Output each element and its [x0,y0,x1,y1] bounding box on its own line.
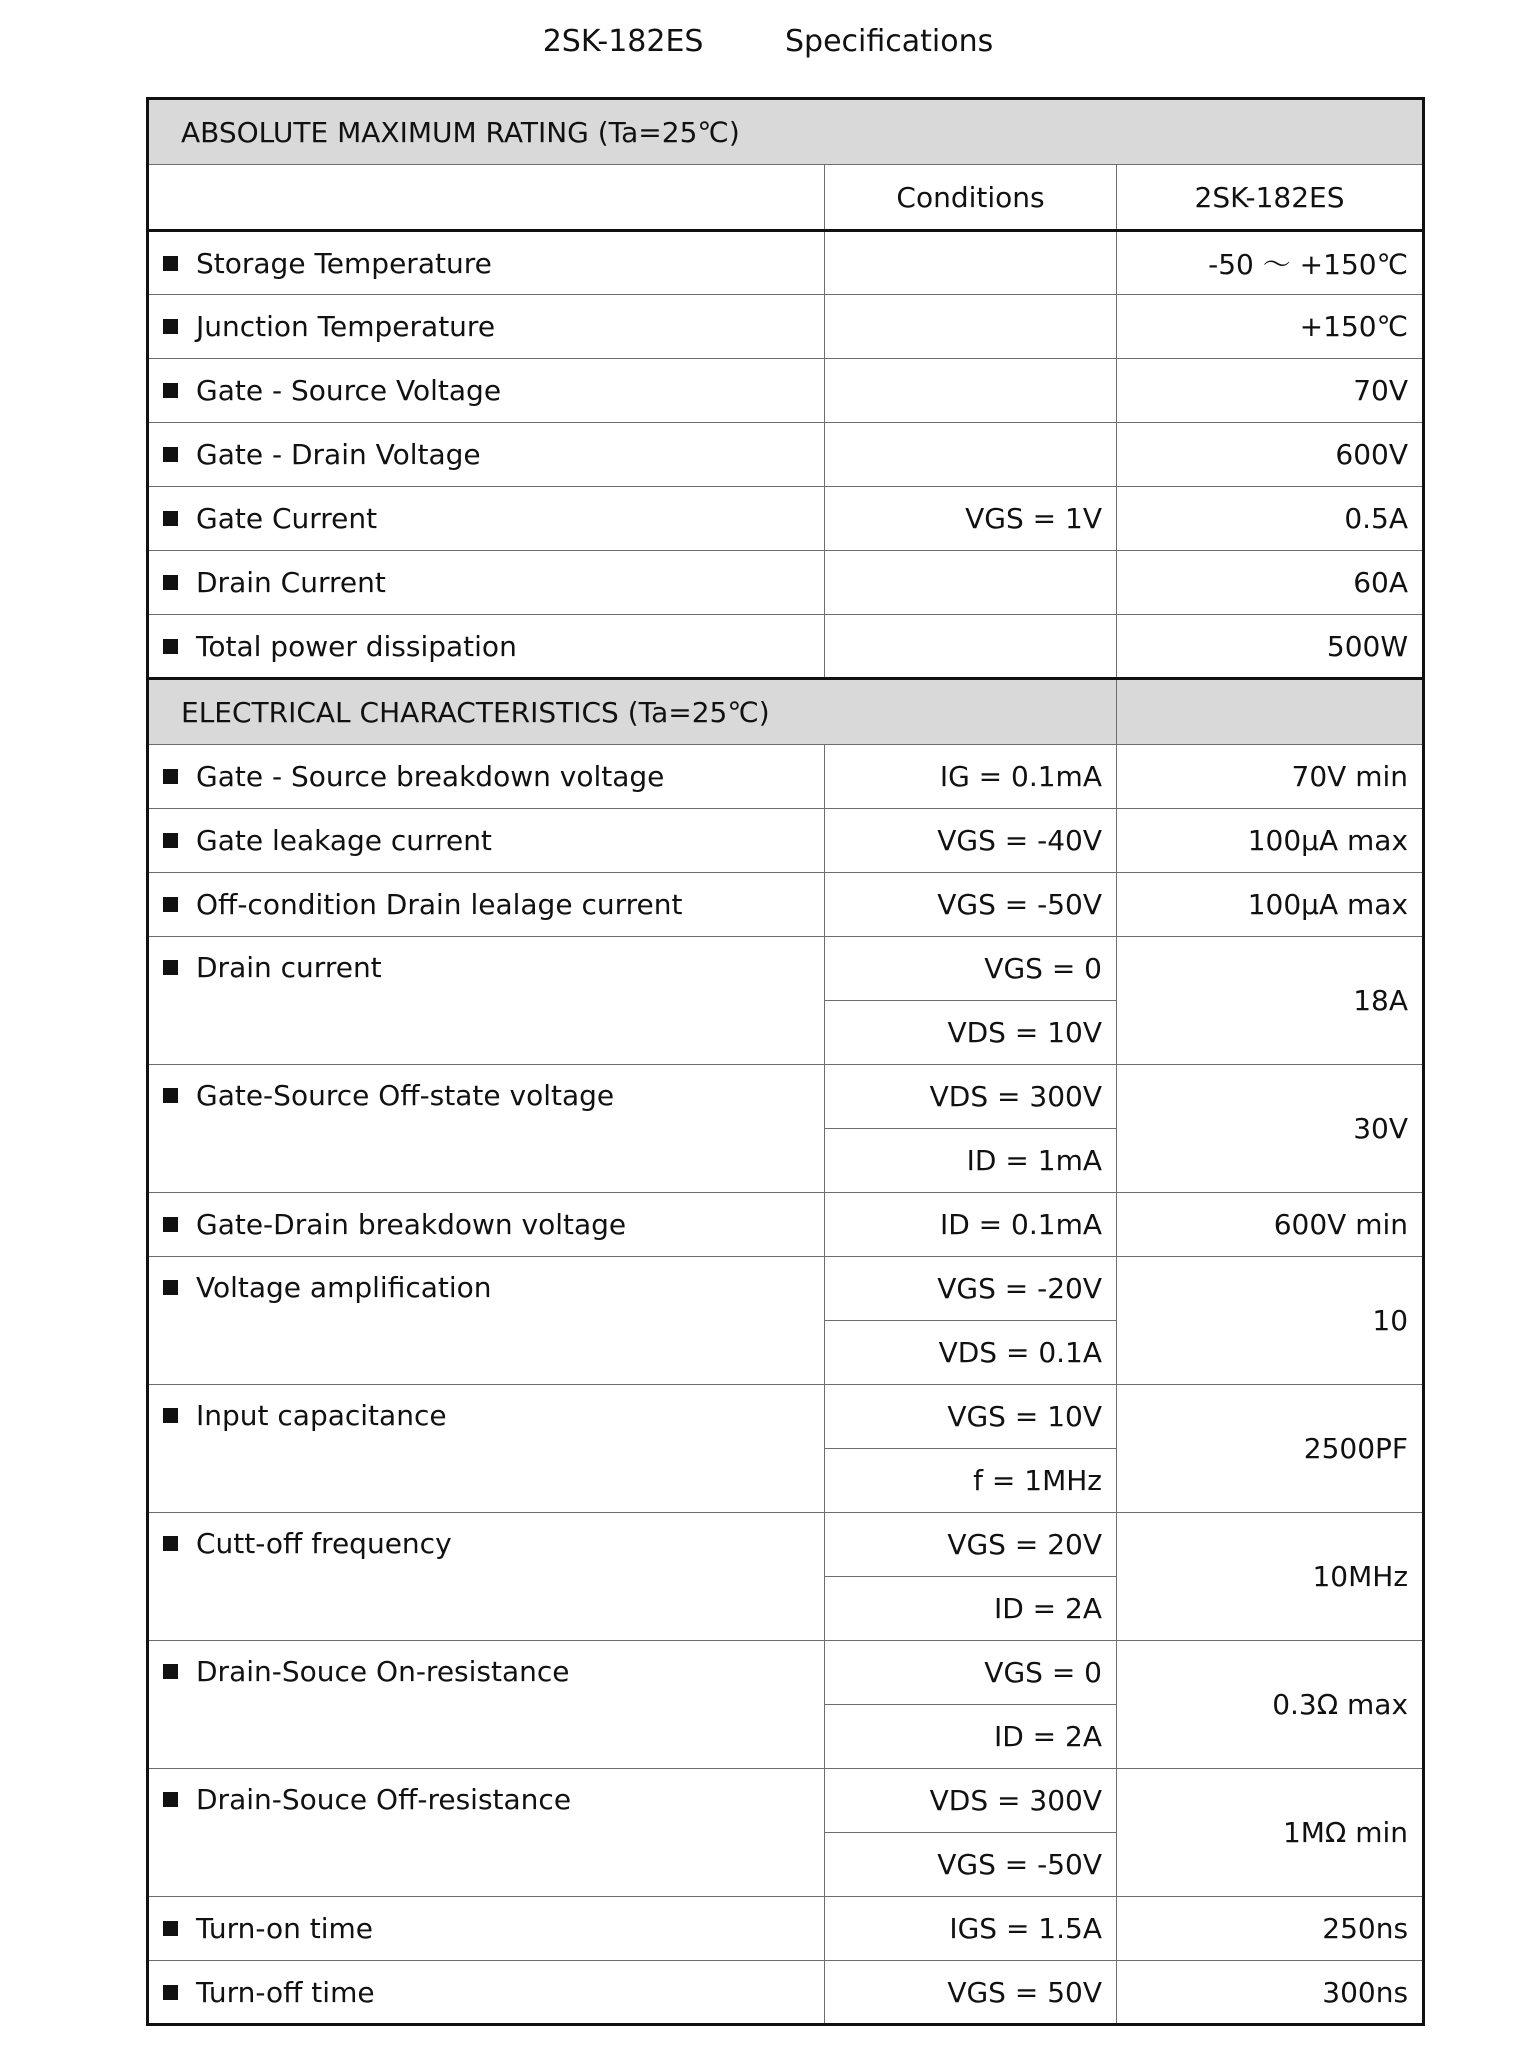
parameter-label [148,1897,825,1961]
bullet-square-icon [163,833,178,848]
value-cell: 60A [1117,551,1424,615]
condition-cell: VGS = -50V [825,873,1117,937]
electrical-section-row [148,679,1424,745]
condition-cell: VGS = 50V [825,1961,1117,2025]
parameter-label-text: Junction Temperature [196,310,496,343]
table-row [148,1193,1424,1257]
spec-table-body [148,99,1424,2025]
table-row [148,1961,1424,2025]
table-row [148,423,1424,487]
parameter-label [148,231,825,295]
bullet-square-icon [163,1217,178,1232]
column-header-part: 2SK-182ES [1117,165,1424,231]
parameter-label-text: Drain-Souce Off-resistance [196,1783,572,1816]
bullet-square-icon [163,769,178,784]
table-row [148,1065,1424,1129]
parameter-label-text: Drain Current [196,566,386,599]
condition-cell: VDS = 300V [825,1769,1117,1833]
condition-cell: VDS = 0.1A [825,1321,1117,1385]
condition-cell: IGS = 1.5A [825,1897,1117,1961]
condition-cell: VGS = -40V [825,809,1117,873]
condition-cell: f = 1MHz [825,1449,1117,1513]
table-row [148,1897,1424,1961]
condition-cell [825,423,1117,487]
bullet-square-icon [163,1664,178,1679]
condition-cell: VGS = -50V [825,1833,1117,1897]
parameter-label-text: Drain-Souce On-resistance [196,1655,570,1688]
bullet-square-icon [163,1280,178,1295]
table-row [148,295,1424,359]
value-cell: -50 ～ +150℃ [1117,231,1424,295]
value-cell: 100μA max [1117,809,1424,873]
bullet-square-icon [163,1536,178,1551]
bullet-square-icon [163,447,178,462]
value-cell: 0.3Ω max [1117,1641,1424,1769]
condition-cell: ID = 0.1mA [825,1193,1117,1257]
parameter-label-text: Cutt-off frequency [196,1527,452,1560]
parameter-label-text: Gate-Source Off-state voltage [196,1079,615,1112]
condition-cell: VGS = 1V [825,487,1117,551]
parameter-label [148,1385,825,1513]
value-cell: 18A [1117,937,1424,1065]
parameter-label [148,1641,825,1769]
parameter-label-text: Gate - Source Voltage [196,374,502,407]
table-row [148,487,1424,551]
table-row [148,873,1424,937]
parameter-label [148,423,825,487]
parameter-label [148,359,825,423]
parameter-label-text: Total power dissipation [196,629,517,663]
value-cell: 70V [1117,359,1424,423]
parameter-label-text: Gate-Drain breakdown voltage [196,1208,627,1241]
bullet-square-icon [163,1408,178,1423]
parameter-label [148,615,825,679]
parameter-label-text: Voltage amplification [196,1271,492,1304]
condition-cell: VDS = 300V [825,1065,1117,1129]
condition-cell: VGS = 10V [825,1385,1117,1449]
parameter-label [148,487,825,551]
bullet-square-icon [163,1985,178,2000]
column-header-conditions: Conditions [825,165,1117,231]
electrical-section-title: ELECTRICAL CHARACTERISTICS (Ta=25℃) [148,679,1117,745]
table-row [148,937,1424,1001]
condition-cell: VGS = -20V [825,1257,1117,1321]
value-cell: 70V min [1117,745,1424,809]
table-row [148,1513,1424,1577]
bullet-square-icon [163,256,178,271]
condition-cell: ID = 2A [825,1577,1117,1641]
parameter-label [148,745,825,809]
table-row [148,615,1424,679]
value-cell: 500W [1117,615,1424,679]
value-cell: +150℃ [1117,295,1424,359]
section-blank-cell [1117,679,1424,745]
column-header-row [148,165,1424,231]
bullet-square-icon [163,1921,178,1936]
bullet-square-icon [163,639,178,654]
condition-cell [825,295,1117,359]
condition-cell: VGS = 0 [825,937,1117,1001]
condition-cell: VDS = 10V [825,1001,1117,1065]
absolute-section-title: ABSOLUTE MAXIMUM RATING (Ta=25℃) [148,99,1424,165]
parameter-label [148,1193,825,1257]
value-cell: 1MΩ min [1117,1769,1424,1897]
table-row [148,551,1424,615]
parameter-label [148,1961,825,2025]
bullet-square-icon [163,960,178,975]
bullet-square-icon [163,1792,178,1807]
parameter-label-text: Storage Temperature [196,246,492,280]
parameter-label [148,1065,825,1193]
title-heading: Specifications [785,24,994,59]
parameter-label-text: Gate Current [196,502,378,535]
bullet-square-icon [163,319,178,334]
condition-cell: ID = 2A [825,1705,1117,1769]
parameter-label [148,295,825,359]
parameter-label [148,1257,825,1385]
parameter-label-text: Drain current [196,951,382,984]
condition-cell: VGS = 0 [825,1641,1117,1705]
table-row [148,1385,1424,1449]
spec-table [146,97,1425,2026]
value-cell: 600V [1117,423,1424,487]
value-cell: 0.5A [1117,487,1424,551]
table-row [148,231,1424,295]
parameter-label-text: Gate leakage current [196,824,492,857]
bullet-square-icon [163,383,178,398]
table-row [148,1769,1424,1833]
title-part-number: 2SK-182ES [542,24,704,59]
value-cell: 2500PF [1117,1385,1424,1513]
bullet-square-icon [163,575,178,590]
page-title [0,22,1536,62]
parameter-label [148,1769,825,1897]
condition-cell: IG = 0.1mA [825,745,1117,809]
table-row [148,1641,1424,1705]
parameter-label-text: Off-condition Drain lealage current [196,888,683,921]
condition-cell [825,359,1117,423]
condition-cell [825,231,1117,295]
value-cell: 100μA max [1117,873,1424,937]
parameter-label-text: Input capacitance [196,1399,447,1432]
value-cell: 30V [1117,1065,1424,1193]
value-cell: 300ns [1117,1961,1424,2025]
table-row [148,745,1424,809]
value-cell: 600V min [1117,1193,1424,1257]
column-header-blank [148,165,825,231]
table-row [148,359,1424,423]
parameter-label [148,1513,825,1641]
condition-cell [825,615,1117,679]
table-row [148,809,1424,873]
parameter-label [148,937,825,1065]
condition-cell [825,551,1117,615]
condition-cell: ID = 1mA [825,1129,1117,1193]
parameter-label-text: Gate - Source breakdown voltage [196,760,665,793]
parameter-label [148,551,825,615]
bullet-square-icon [163,897,178,912]
bullet-square-icon [163,1088,178,1103]
table-row [148,1257,1424,1321]
value-cell: 250ns [1117,1897,1424,1961]
absolute-section-row [148,99,1424,165]
parameter-label-text: Turn-on time [196,1912,374,1945]
value-cell: 10MHz [1117,1513,1424,1641]
parameter-label [148,809,825,873]
parameter-label-text: Gate - Drain Voltage [196,438,481,471]
parameter-label-text: Turn-off time [196,1975,375,2009]
parameter-label [148,873,825,937]
condition-cell: VGS = 20V [825,1513,1117,1577]
bullet-square-icon [163,511,178,526]
value-cell: 10 [1117,1257,1424,1385]
